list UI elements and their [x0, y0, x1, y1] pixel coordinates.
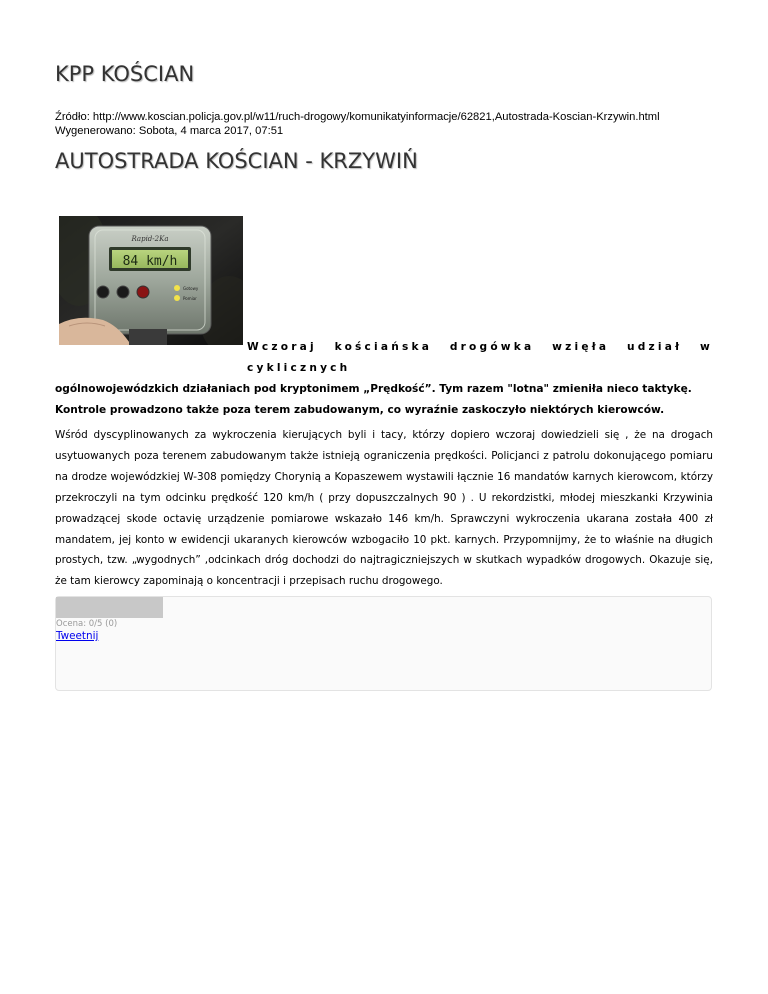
document-meta: [55, 110, 660, 138]
device-brand-text: Rapid-2Ka: [131, 235, 169, 243]
lead-line-2: ogólnowojewódzkich działaniach pod kryptonimem „Prędkość”. Tym razem "lotna" zmieniła nieco taktykę.: [55, 383, 692, 395]
article-body: Wśród dyscyplinowanych za wykroczenia kierujących byli i tacy, którzy dopiero wczoraj dowiedzieli się , że na drogach usytuowanych poza terenem zabudowanym także istnieją ograniczenia prędkości. Policjanci z patrolu dokonującego pomiaru na drodze wojewódzkiej W-308 pomiędzy Chorynią a Kopaszewem wystawili łącznie 16 mandatów karnych kierowcom, którzy przekroczyli na tym odcinku prędkość 120 km/h ( przy dopuszczalnych 90 ) . U rekordzistki, młodej mieszkanki Krzywinia prowadzącej skode octavię urządzenie pomiarowe wskazało 146 km/h. Sprawczyni wykroczenia ukarana została 400 zł mandatem, jej konto w ewidencji ukaranych kierowców wzbogaciło 10 pkt. karnych. Przypomnijmy, że to właśnie na długich prostych, tzw. „wygodnych” ,odcinkach dróg dochodzi do najtragiczniejszych w skutkach wypadków drogowych. Okazuje się, że tam kierowcy zapominają o koncentracji i przepisach ruchu drogowego.: [55, 429, 713, 588]
lcd-reading: 84 km/h: [122, 254, 178, 269]
lead-line-3: Kontrole prowadzono także poza terem zabudowanym, co wyraźnie zaskoczyło niektórych kierowców.: [55, 404, 665, 416]
lead-line-1: Wczoraj kościańska drogówka wzięła udział w cyklicznych: [247, 341, 713, 374]
site-title: KPP KOŚCIAN: [55, 62, 195, 86]
source-line: Źródło: http://www.koscian.policja.gov.pl/w11/ruch-drogowy/komunikatyinformacje/62821,Autostrada-Koscian-Krzywin.html: [55, 111, 660, 123]
led-label-1: Gotowy: [183, 286, 199, 291]
led-label-2: Pomiar: [183, 296, 197, 301]
speed-meter-photo: [59, 216, 243, 345]
article-photo: [59, 216, 243, 345]
rating-panel: [55, 596, 712, 691]
rating-text: Ocena: 0/5 (0): [56, 619, 118, 629]
rating-stars-bar[interactable]: [56, 597, 163, 618]
tweet-link[interactable]: Tweetnij: [56, 630, 99, 642]
generated-line: Wygenerowano: Sobota, 4 marca 2017, 07:51: [55, 125, 284, 137]
article-title: AUTOSTRADA KOŚCIAN - KRZYWIŃ: [55, 149, 418, 173]
article-lead: [55, 337, 713, 421]
